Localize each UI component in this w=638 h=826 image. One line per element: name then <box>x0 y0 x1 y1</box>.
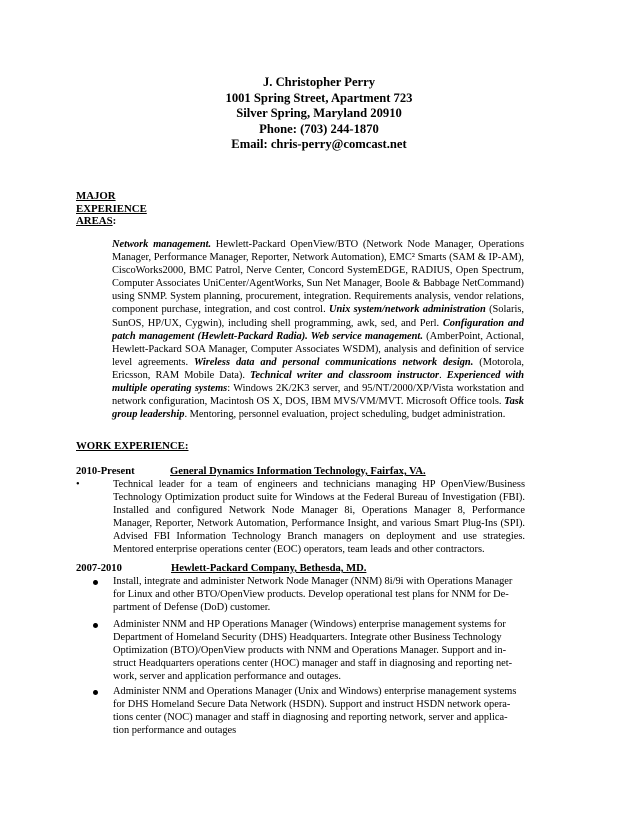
job-2-employer: Hewlett-Packard Company, Bethesda, MD. <box>171 563 367 574</box>
work-experience-heading: WORK EXPERIENCE: <box>76 440 189 452</box>
city-state-zip: Silver Spring, Maryland 20910 <box>236 106 402 121</box>
major-experience-heading: MAJOR EXPERIENCE AREAS: <box>76 190 147 228</box>
job-2-heading <box>76 562 546 575</box>
contact-header <box>0 75 638 153</box>
phone-number: Phone: (703) 244-1870 <box>259 121 379 136</box>
job-2-item-1: Install, integrate and administer Network Node Manager (NNM) 8i/9i with Operations Manager for Linux and other BTO/OpenView products. Develop operational test plans for NNM for De- partment of Defense (DoD) customer. <box>113 576 513 614</box>
job-1-bullet: • <box>76 479 80 490</box>
job-2-dates: 2007-2010 <box>76 563 122 574</box>
job-1-employer: General Dynamics Information Technology, Fairfax, VA. <box>170 466 426 477</box>
job-2-bullet-1 <box>93 580 98 585</box>
candidate-name: J. Christopher Perry <box>262 75 376 89</box>
email-address: Email: chris-perry@comcast.net <box>231 137 407 152</box>
job-2-item-3: Administer NNM and Operations Manager (Unix and Windows) enterprise management systems for DHS Homeland Secure Data Network (HSDN). Support and instruct HSDN network opera- tions center (NOC) manager and staff in diagnosing and reporting network, server and applica- tion performance and outages <box>113 686 517 737</box>
job-1-description: Technical leader for a team of engineers and technicians managing HP OpenView/Business Technology Optimization product suite for Windows at the Federal Bureau of Investigation (FBI). Installed and configured Network Node Manager 8i, Operations Manager 8, Performance Manager, Reporter, Network Automation, Performance Insight, and various Smart Plug-Ins (SPI). Advised FBI Information Technology Branch managers on deployment and use strategies. Mentored enterprise operations center (EOC) operators, team leads and other contractors. <box>113 479 525 556</box>
major-experience-paragraph: Network management. Hewlett-Packard OpenView/BTO (Network Node Manager, Operations Manager, Performance Manager, Reporter, Network Automation), EMC² Smarts (SAM & IP-AM), CiscoWorks2000, BMC Patrol, Nerve Center, Concord SystemEDGE, RADIUS, Open Spectrum, Computer Associates UniCenter/AgentWorks, Sun Net Manager, Boole & Babbage NetCommand) using SNMP. System planning, procurement, integration. Requirements analysis, vendor relations, component purchase, integration, and cost control. Unix system/network administration (Solaris, SunOS, HP/UX, Cygwin), including shell programming, awk, sed, and Perl. Configuration and patch management (Hewlett-Packard Radia). Web service management. (AmberPoint, Actional, Hewlett-Packard SOA Manager, Computer Associates WSDM), analysis and definition of service level agreements. Wireless data and personal communications network design. (Motorola, Ericsson, RAM Mobile Data). Technical writer and classroom instructor. Experienced with multiple operating systems: Windows 2K/2K3 server, and 95/NT/2000/XP/Vista workstation and network configuration, Macintosh OS X, DOS, IBM MVS/VM/MVT. Microsoft Office tools. Task group leadership. Mentoring, personnel evaluation, project scheduling, budget administration. <box>112 239 525 421</box>
job-1-dates: 2010-Present <box>76 466 135 477</box>
job-2-item-2: Administer NNM and HP Operations Manager (Windows) enterprise management systems for Department of Homeland Security (DHS) Headquarters. Integrate other Business Technology Optimization (BTO)/OpenView products with NNM and Operations Manager. Support and in- struct Headquarters operations center (HOC) manager and staff in diagnosing and reporting net- work, server and application performance and outages. <box>113 619 513 683</box>
street-address: 1001 Spring Street, Apartment 723 <box>225 90 413 105</box>
job-2-bullet-2 <box>93 623 98 628</box>
job-2-bullet-3 <box>93 690 98 695</box>
job-1-heading <box>76 465 546 478</box>
